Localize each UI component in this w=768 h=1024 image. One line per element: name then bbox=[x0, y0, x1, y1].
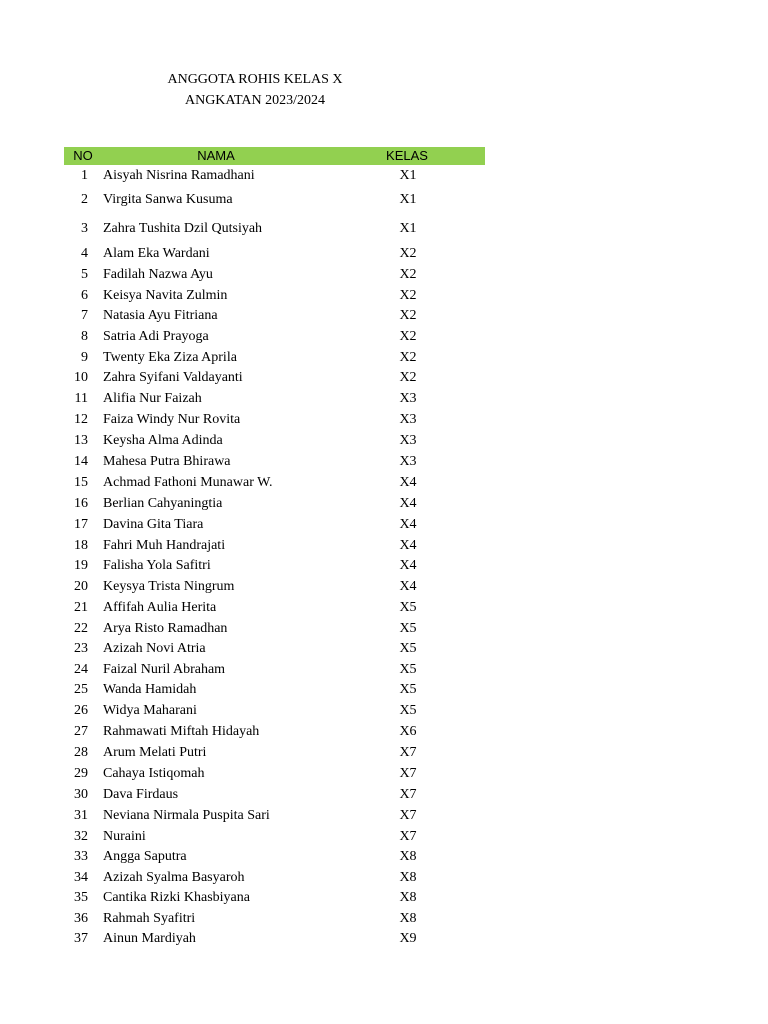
row-nama: Ainun Mardiyah bbox=[103, 931, 196, 946]
row-nama: Keisya Navita Zulmin bbox=[103, 288, 228, 303]
row-nama: Alifia Nur Faizah bbox=[103, 391, 202, 406]
row-nama: Alam Eka Wardani bbox=[103, 246, 210, 261]
row-kelas: X4 bbox=[399, 475, 417, 490]
row-nama: Angga Saputra bbox=[103, 849, 187, 864]
row-kelas: X2 bbox=[399, 267, 417, 282]
table-row bbox=[64, 452, 485, 472]
table-row bbox=[64, 556, 485, 576]
header-kelas: KELAS bbox=[386, 148, 428, 163]
row-nama: Berlian Cahyaningtia bbox=[103, 496, 223, 511]
row-kelas: X6 bbox=[399, 724, 417, 739]
row-nama: Neviana Nirmala Puspita Sari bbox=[103, 808, 270, 823]
row-kelas: X4 bbox=[399, 579, 417, 594]
row-no: 29 bbox=[74, 766, 88, 781]
row-no: 24 bbox=[74, 662, 88, 677]
table-row bbox=[64, 722, 485, 742]
row-no: 13 bbox=[74, 433, 88, 448]
row-no: 32 bbox=[74, 829, 88, 844]
row-no: 26 bbox=[74, 703, 88, 718]
row-kelas: X7 bbox=[399, 766, 417, 781]
table-header bbox=[64, 147, 485, 165]
table-row bbox=[64, 327, 485, 347]
row-no: 8 bbox=[81, 329, 88, 344]
row-nama: Fadilah Nazwa Ayu bbox=[103, 267, 213, 282]
row-kelas: X7 bbox=[399, 808, 417, 823]
row-no: 27 bbox=[74, 724, 88, 739]
row-no: 10 bbox=[74, 370, 88, 385]
row-nama: Falisha Yola Safitri bbox=[103, 558, 211, 573]
row-nama: Cantika Rizki Khasbiyana bbox=[103, 890, 250, 905]
row-kelas: X2 bbox=[399, 246, 417, 261]
row-nama: Virgita Sanwa Kusuma bbox=[103, 192, 233, 207]
row-no: 5 bbox=[81, 267, 88, 282]
row-nama: Rahmah Syafitri bbox=[103, 911, 196, 926]
row-nama: Affifah Aulia Herita bbox=[103, 600, 217, 615]
row-nama: Cahaya Istiqomah bbox=[103, 766, 205, 781]
row-kelas: X3 bbox=[399, 454, 417, 469]
row-nama: Satria Adi Prayoga bbox=[103, 329, 209, 344]
table-row bbox=[64, 764, 485, 784]
row-no: 9 bbox=[81, 350, 88, 365]
table-row bbox=[64, 306, 485, 326]
row-kelas: X3 bbox=[399, 433, 417, 448]
row-kelas: X4 bbox=[399, 538, 417, 553]
row-nama: Azizah Syalma Basyaroh bbox=[103, 870, 245, 885]
row-kelas: X5 bbox=[399, 662, 417, 677]
row-no: 12 bbox=[74, 412, 88, 427]
table-row bbox=[64, 929, 485, 949]
row-kelas: X2 bbox=[399, 350, 417, 365]
row-no: 14 bbox=[74, 454, 88, 469]
row-nama: Keysha Alma Adinda bbox=[103, 433, 223, 448]
header-no: NO bbox=[73, 148, 93, 163]
row-no: 18 bbox=[74, 538, 88, 553]
row-nama: Faiza Windy Nur Rovita bbox=[103, 412, 241, 427]
row-kelas: X8 bbox=[399, 870, 417, 885]
table-row bbox=[64, 348, 485, 368]
row-nama: Twenty Eka Ziza Aprila bbox=[103, 350, 237, 365]
row-kelas: X2 bbox=[399, 308, 417, 323]
table-row bbox=[64, 368, 485, 388]
table-row bbox=[64, 909, 485, 929]
row-kelas: X1 bbox=[399, 192, 417, 207]
row-kelas: X5 bbox=[399, 621, 417, 636]
table-row bbox=[64, 806, 485, 826]
row-no: 21 bbox=[74, 600, 88, 615]
row-kelas: X2 bbox=[399, 329, 417, 344]
table-row bbox=[64, 389, 485, 409]
table-row bbox=[64, 827, 485, 847]
row-no: 11 bbox=[74, 391, 88, 406]
row-kelas: X4 bbox=[399, 496, 417, 511]
row-kelas: X1 bbox=[399, 221, 417, 236]
row-no: 6 bbox=[81, 288, 88, 303]
row-nama: Achmad Fathoni Munawar W. bbox=[103, 475, 273, 490]
row-nama: Zahra Tushita Dzil Qutsiyah bbox=[103, 221, 263, 236]
table-row bbox=[64, 265, 485, 285]
row-no: 28 bbox=[74, 745, 88, 760]
row-kelas: X5 bbox=[399, 682, 417, 697]
table-row bbox=[64, 660, 485, 680]
row-kelas: X5 bbox=[399, 703, 417, 718]
row-kelas: X5 bbox=[399, 600, 417, 615]
table-row bbox=[64, 515, 485, 535]
row-no: 37 bbox=[74, 931, 88, 946]
row-kelas: X3 bbox=[399, 412, 417, 427]
row-nama: Arum Melati Putri bbox=[103, 745, 207, 760]
table-row bbox=[64, 868, 485, 888]
row-kelas: X9 bbox=[399, 931, 417, 946]
row-kelas: X4 bbox=[399, 558, 417, 573]
table-row bbox=[64, 219, 485, 239]
document-title: ANGGOTA ROHIS KELAS X bbox=[167, 72, 343, 87]
row-no: 23 bbox=[74, 641, 88, 656]
row-nama: Aisyah Nisrina Ramadhani bbox=[103, 168, 255, 183]
table-row bbox=[64, 847, 485, 867]
row-kelas: X5 bbox=[399, 641, 417, 656]
row-nama: Zahra Syifani Valdayanti bbox=[103, 370, 243, 385]
table-row bbox=[64, 244, 485, 264]
table-row bbox=[64, 166, 485, 186]
table-row bbox=[64, 598, 485, 618]
row-no: 15 bbox=[74, 475, 88, 490]
table-row bbox=[64, 639, 485, 659]
table-row bbox=[64, 619, 485, 639]
row-no: 30 bbox=[74, 787, 88, 802]
row-no: 36 bbox=[74, 911, 88, 926]
table-row bbox=[64, 286, 485, 306]
row-no: 31 bbox=[74, 808, 88, 823]
row-nama: Nuraini bbox=[103, 829, 146, 844]
row-nama: Rahmawati Miftah Hidayah bbox=[103, 724, 260, 739]
row-no: 25 bbox=[74, 682, 88, 697]
table-row bbox=[64, 577, 485, 597]
row-kelas: X8 bbox=[399, 911, 417, 926]
table-row bbox=[64, 536, 485, 556]
row-no: 34 bbox=[74, 870, 88, 885]
document-subtitle: ANGKATAN 2023/2024 bbox=[184, 93, 326, 108]
table-row bbox=[64, 473, 485, 493]
table-row bbox=[64, 743, 485, 763]
row-kelas: X3 bbox=[399, 391, 417, 406]
row-no: 3 bbox=[81, 221, 88, 236]
row-nama: Faizal Nuril Abraham bbox=[103, 662, 226, 677]
row-kelas: X8 bbox=[399, 849, 417, 864]
row-kelas: X8 bbox=[399, 890, 417, 905]
table-row bbox=[64, 410, 485, 430]
row-kelas: X1 bbox=[399, 168, 417, 183]
row-no: 35 bbox=[74, 890, 88, 905]
table-row bbox=[64, 888, 485, 908]
row-kelas: X4 bbox=[399, 517, 417, 532]
row-nama: Fahri Muh Handrajati bbox=[103, 538, 226, 553]
row-no: 4 bbox=[81, 246, 88, 261]
row-no: 33 bbox=[74, 849, 88, 864]
row-no: 1 bbox=[81, 168, 88, 183]
row-no: 20 bbox=[74, 579, 88, 594]
row-nama: Azizah Novi Atria bbox=[103, 641, 206, 656]
row-kelas: X2 bbox=[399, 370, 417, 385]
row-no: 19 bbox=[74, 558, 88, 573]
row-nama: Davina Gita Tiara bbox=[103, 517, 204, 532]
row-no: 22 bbox=[74, 621, 88, 636]
row-kelas: X7 bbox=[399, 787, 417, 802]
header-nama: NAMA bbox=[197, 148, 235, 163]
table-row bbox=[64, 494, 485, 514]
row-kelas: X7 bbox=[399, 745, 417, 760]
row-kelas: X7 bbox=[399, 829, 417, 844]
row-no: 7 bbox=[81, 308, 88, 323]
row-no: 17 bbox=[74, 517, 88, 532]
row-nama: Wanda Hamidah bbox=[103, 682, 197, 697]
row-nama: Arya Risto Ramadhan bbox=[103, 621, 228, 636]
table-row bbox=[64, 680, 485, 700]
table-row bbox=[64, 785, 485, 805]
row-no: 2 bbox=[81, 192, 88, 207]
row-nama: Mahesa Putra Bhirawa bbox=[103, 454, 231, 469]
row-nama: Widya Maharani bbox=[103, 703, 197, 718]
row-no: 16 bbox=[74, 496, 88, 511]
row-kelas: X2 bbox=[399, 288, 417, 303]
table-row bbox=[64, 431, 485, 451]
table-row bbox=[64, 701, 485, 721]
row-nama: Keysya Trista Ningrum bbox=[103, 579, 235, 594]
table-row bbox=[64, 190, 485, 210]
row-nama: Dava Firdaus bbox=[103, 787, 179, 802]
row-nama: Natasia Ayu Fitriana bbox=[103, 308, 218, 323]
